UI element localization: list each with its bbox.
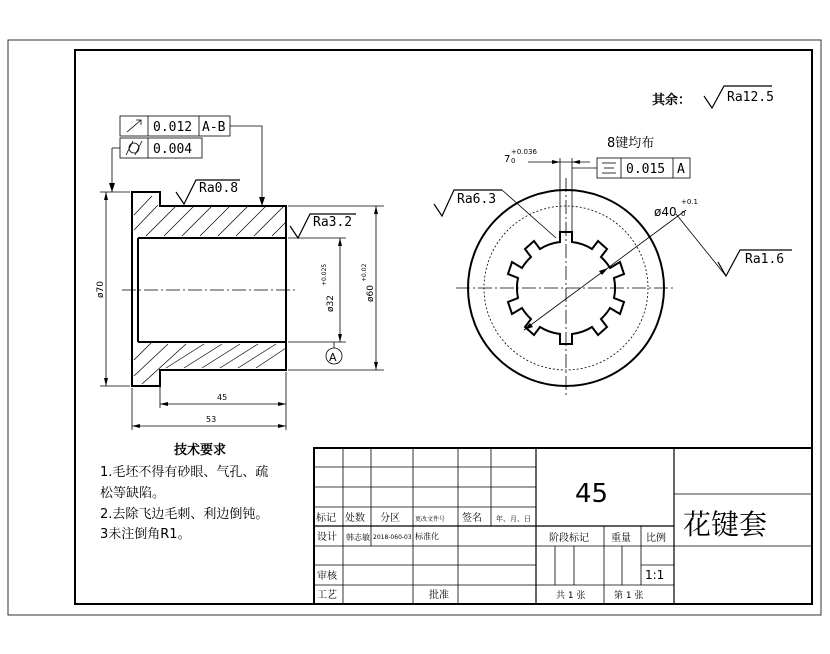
svg-text:工艺: 工艺 <box>317 590 337 601</box>
end-view <box>434 135 792 398</box>
svg-text:Ra1.6: Ra1.6 <box>745 252 785 267</box>
svg-text:分区: 分区 <box>380 513 400 524</box>
surface-finish-ra16 <box>676 214 792 276</box>
svg-text:松等缺陷。: 松等缺陷。 <box>100 486 166 501</box>
svg-text:其余：: 其余： <box>652 93 692 108</box>
title-block <box>314 448 812 604</box>
hatch-bottom <box>134 342 286 384</box>
svg-text:Ra6.3: Ra6.3 <box>457 192 497 207</box>
svg-text:签名: 签名 <box>462 513 482 524</box>
svg-text:第 1 张: 第 1 张 <box>614 591 644 601</box>
svg-text:Ra3.2: Ra3.2 <box>313 215 353 230</box>
svg-text:7: 7 <box>504 154 511 165</box>
svg-text:标准化: 标准化 <box>415 532 439 541</box>
svg-text:年、月、日: 年、月、日 <box>496 515 531 523</box>
svg-text:阶段标记: 阶段标记 <box>549 533 589 544</box>
svg-text:ø40: ø40 <box>654 205 677 219</box>
dimension-flange-dia <box>96 192 130 386</box>
svg-text:韩志敏: 韩志敏 <box>346 533 370 542</box>
surface-finish-ra63 <box>434 190 556 238</box>
dimension-outer-dia <box>288 206 384 370</box>
svg-text:1:1: 1:1 <box>645 568 665 582</box>
svg-text:3未注倒角R1。: 3未注倒角R1。 <box>100 527 191 542</box>
svg-text:审核: 审核 <box>317 571 337 582</box>
svg-text:+0.025: +0.025 <box>321 263 328 286</box>
svg-text:+0.02: +0.02 <box>361 263 368 282</box>
svg-text:45: 45 <box>217 393 228 402</box>
runout-arrow-icon <box>127 120 141 132</box>
spline-note: 8键均布 <box>607 136 655 151</box>
material: 45 <box>575 479 609 509</box>
svg-text:0.004: 0.004 <box>153 142 193 157</box>
svg-text:0.012: 0.012 <box>153 120 193 135</box>
svg-text:A: A <box>677 162 685 177</box>
svg-text:A-B: A-B <box>202 120 226 135</box>
dimension-length-53 <box>132 388 286 430</box>
svg-text:+0.036: +0.036 <box>511 148 537 156</box>
svg-text:A: A <box>329 351 337 364</box>
svg-text:2.去除飞边毛刺、利边倒钝。: 2.去除飞边毛刺、利边倒钝。 <box>100 507 269 522</box>
surface-finish-ra08 <box>176 180 240 204</box>
cylindricity-frame <box>109 138 202 192</box>
svg-text:1.毛坯不得有砂眼、气孔、疏: 1.毛坯不得有砂眼、气孔、疏 <box>100 465 269 480</box>
other-surface-finish <box>652 86 774 108</box>
dimension-spline-dia <box>524 198 698 330</box>
svg-text:共 1 张: 共 1 张 <box>556 591 586 601</box>
svg-text:批准: 批准 <box>429 590 449 601</box>
svg-text:标记: 标记 <box>316 513 336 524</box>
dimension-bore-dia <box>288 238 346 342</box>
datum-a <box>326 342 342 364</box>
svg-text:技术要求: 技术要求 <box>174 443 227 458</box>
dimension-length-45 <box>160 372 286 430</box>
section-view <box>96 180 384 430</box>
svg-text:重量: 重量 <box>611 533 631 544</box>
symmetry-frame <box>572 158 690 178</box>
svg-text:0: 0 <box>681 210 686 218</box>
svg-text:ø70: ø70 <box>96 281 106 298</box>
svg-text:设计: 设计 <box>317 532 337 543</box>
svg-text:处数: 处数 <box>345 513 365 524</box>
svg-text:+0.1: +0.1 <box>681 198 698 206</box>
tech-requirements <box>100 442 268 542</box>
svg-text:53: 53 <box>206 415 217 424</box>
svg-text:ø32: ø32 <box>326 295 336 312</box>
svg-text:0.015: 0.015 <box>626 162 666 177</box>
svg-text:0: 0 <box>511 157 516 165</box>
surface-finish-ra32 <box>290 214 356 238</box>
cylindricity-icon <box>126 141 142 155</box>
symmetry-icon <box>602 163 616 173</box>
svg-text:Ra12.5: Ra12.5 <box>727 90 774 105</box>
svg-text:更改文件号: 更改文件号 <box>415 516 446 523</box>
svg-text:比例: 比例 <box>646 533 666 544</box>
svg-text:2018-060-03: 2018-060-03 <box>373 534 412 541</box>
svg-text:ø60: ø60 <box>366 285 376 302</box>
part-name: 花键套 <box>683 508 768 541</box>
svg-text:Ra0.8: Ra0.8 <box>199 181 239 196</box>
